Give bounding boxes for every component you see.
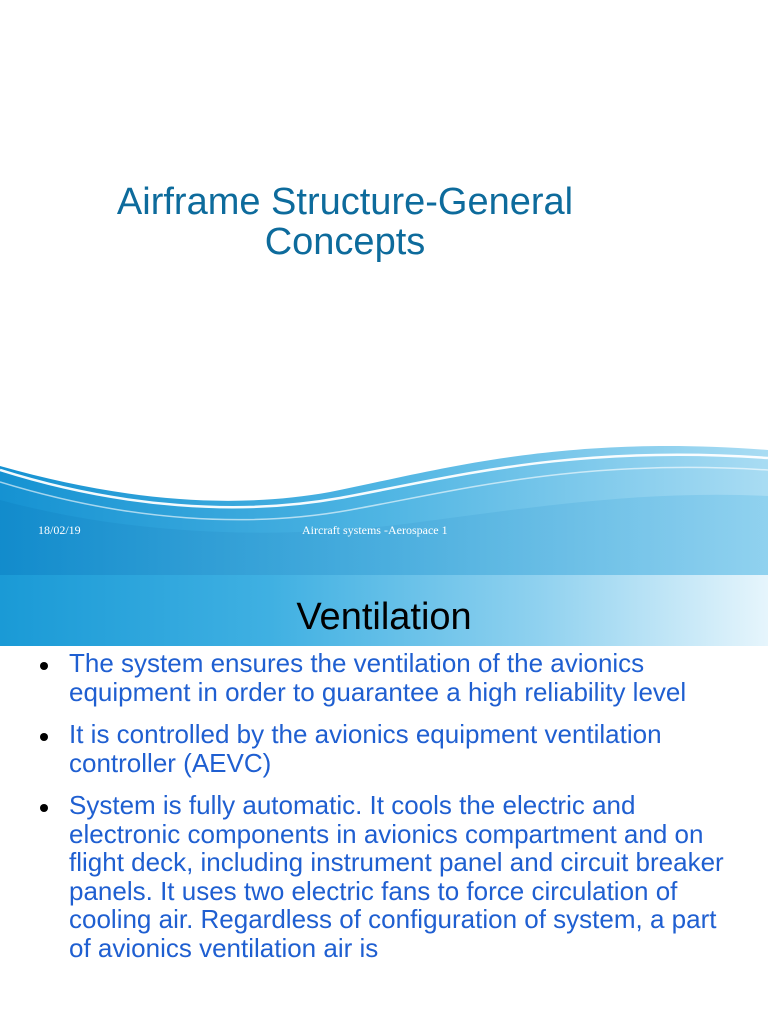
bullet-list xyxy=(0,649,768,976)
bullet-item xyxy=(0,791,768,962)
bullet-item xyxy=(0,720,768,777)
footer-date: 18/02/19 xyxy=(38,523,81,537)
bullet-icon xyxy=(40,733,48,741)
bullet-text: It is controlled by the avionics equipment ventilation controller (AEVC) xyxy=(69,719,662,778)
title-line-1: Airframe Structure-General xyxy=(116,181,574,223)
title-line-2: Concepts xyxy=(264,221,426,263)
bullet-item xyxy=(0,649,768,706)
ventilation-slide xyxy=(0,575,768,1024)
bullet-text: System is fully automatic. It cools the electric and electronic components in avionics compartment and on flight deck, including instrument panel and circuit breaker panels. It uses two electric fans to force circulation of cooling air. Regardless of configuration of system, a part of avionics ventilation air is xyxy=(69,790,724,963)
decorative-wave xyxy=(0,430,768,575)
bullet-icon xyxy=(40,804,48,812)
footer-course-name: Aircraft systems -Aerospace 1 xyxy=(302,523,448,537)
bullet-icon xyxy=(40,662,48,670)
slide-title xyxy=(0,182,690,262)
bullet-text: The system ensures the ventilation of the avionics equipment in order to guarantee a high reliability level xyxy=(69,648,687,707)
slide-heading: Ventilation xyxy=(296,596,472,638)
